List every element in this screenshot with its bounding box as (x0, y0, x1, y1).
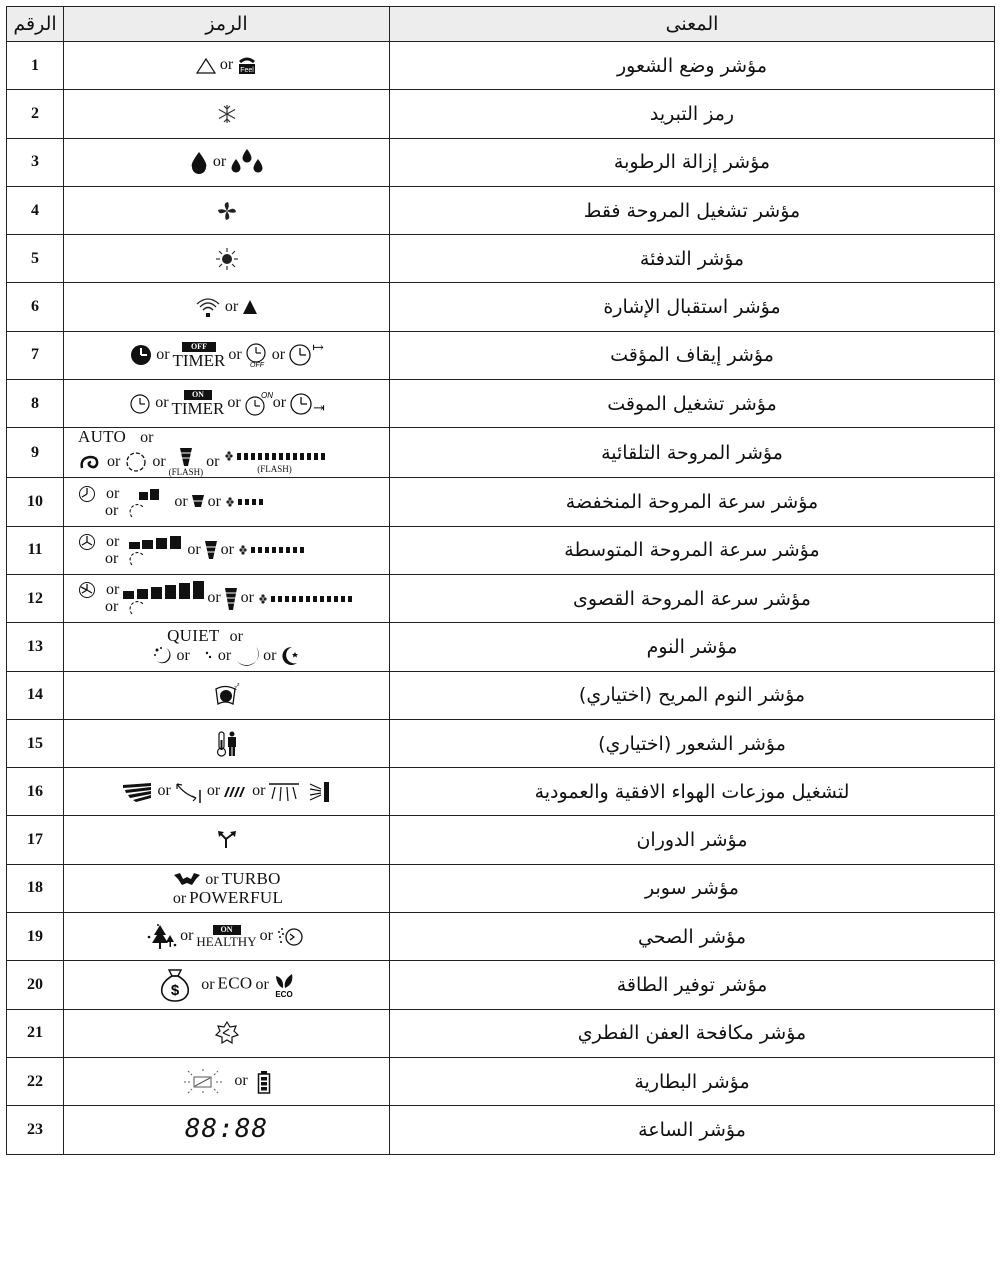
row-symbol (64, 623, 390, 671)
table-row (7, 90, 995, 138)
row-symbol (64, 42, 390, 90)
table-row (7, 961, 995, 1009)
row-num: 14 (7, 671, 64, 719)
or-text: or (217, 646, 232, 664)
row-meaning: مؤشر استقبال الإشارة (390, 283, 995, 331)
on-badge: ON (184, 390, 212, 400)
row-num: 7 (7, 331, 64, 379)
feel-icon (236, 56, 258, 76)
row-num: 9 (7, 428, 64, 478)
clock-digits-icon: 88:88 (184, 1114, 269, 1145)
fan-dots-low-icon (224, 496, 266, 508)
row-symbol (64, 235, 390, 283)
svg-text:z: z (233, 686, 237, 693)
row-meaning: رمز التبريد (390, 90, 995, 138)
row-symbol (64, 913, 390, 961)
row-meaning: مؤشر الدوران (390, 816, 995, 864)
or-text: or (240, 589, 254, 607)
or-text: or (207, 492, 221, 510)
table-row (7, 478, 995, 526)
fan-dots-high-icon (257, 593, 357, 605)
row-symbol (64, 671, 390, 719)
or-text: or (157, 782, 171, 800)
or-text: or (106, 581, 120, 599)
dashed-arc-icon (129, 503, 147, 519)
moon-icon (234, 645, 260, 667)
arrow-glyph: ↦ (312, 340, 324, 356)
snowflake-icon (216, 103, 238, 125)
row-meaning: مؤشر سرعة المروحة المنخفضة (390, 478, 995, 526)
clock-arrow-icon (288, 343, 312, 367)
row-meaning: مؤشر إيقاف المؤقت (390, 331, 995, 379)
table-row (7, 186, 995, 234)
table-row (7, 913, 995, 961)
row-num: 17 (7, 816, 64, 864)
or-text: or (174, 492, 188, 510)
or-text: or (107, 452, 121, 470)
row-meaning: مؤشر الصحي (390, 913, 995, 961)
eco-leaf-icon (272, 972, 296, 998)
anti-mildew-icon (214, 1020, 240, 1046)
bars-mid-icon (128, 535, 184, 549)
row-meaning: مؤشر إزالة الرطوبة (390, 138, 995, 186)
or-text: or (259, 927, 273, 945)
row-symbol (64, 864, 390, 912)
or-text: or (263, 646, 277, 664)
or-text: or (255, 975, 269, 993)
or-text: or (219, 56, 234, 74)
or-text: or (106, 532, 120, 550)
filled-triangle-icon (241, 298, 259, 316)
row-meaning: مؤشر النوم المريح (اختياري) (390, 671, 995, 719)
flash-label: (FLASH) (168, 467, 204, 478)
row-num: 6 (7, 283, 64, 331)
row-num: 5 (7, 235, 64, 283)
row-num: 4 (7, 186, 64, 234)
moon-face-icon (193, 645, 215, 667)
row-meaning: مؤشر البطارية (390, 1057, 995, 1105)
row-meaning: لتشغيل موزعات الهواء الافقية والعمودية (390, 768, 995, 816)
fan-dots-flash (223, 449, 327, 474)
healthy-label (196, 925, 256, 948)
row-meaning: مؤشر تشغيل الموقت (390, 380, 995, 428)
row-num: 12 (7, 574, 64, 622)
table-row (7, 768, 995, 816)
healthy-text: HEALTHY (196, 934, 257, 950)
row-symbol (64, 1106, 390, 1154)
row-num: 19 (7, 913, 64, 961)
row-num: 21 (7, 1009, 64, 1057)
row-symbol (64, 526, 390, 574)
or-text: or (176, 646, 190, 664)
table-row (7, 235, 995, 283)
row-num: 16 (7, 768, 64, 816)
battery-icon (257, 1070, 271, 1094)
row-num: 23 (7, 1106, 64, 1154)
bars-high-icon (122, 581, 204, 599)
signal-icon (194, 295, 222, 319)
auto-line (78, 428, 389, 446)
louver-bars-icon (223, 785, 249, 799)
table-row (7, 1106, 995, 1154)
three-drops-icon (229, 148, 265, 176)
row-symbol (64, 768, 390, 816)
row-symbol (64, 574, 390, 622)
fan-low-icon (78, 485, 96, 503)
swirl-icon (78, 452, 104, 472)
timer-text: TIMER (171, 399, 225, 419)
row-symbol (64, 1009, 390, 1057)
table-row (7, 380, 995, 428)
fan-auto-line (78, 446, 389, 477)
row-symbol (64, 428, 390, 478)
thermometer-person-icon (216, 730, 238, 758)
or-text: or (206, 782, 221, 800)
muscle-icon (172, 871, 202, 889)
row-symbol (64, 816, 390, 864)
bars-low-icon (138, 488, 160, 500)
row-symbol (64, 138, 390, 186)
row-num: 2 (7, 90, 64, 138)
battery-empty-icon (182, 1068, 224, 1096)
table-row (7, 331, 995, 379)
off-timer-label (173, 342, 226, 369)
or-text: or (252, 782, 266, 800)
or-text: or (212, 152, 227, 170)
fan-high-group (78, 581, 204, 615)
health-face-icon (276, 925, 306, 949)
or-text: or (207, 589, 221, 607)
or-text: or (180, 927, 194, 945)
money-bag-icon (157, 967, 193, 1003)
on-suptext: ON (260, 390, 273, 400)
table-row (7, 42, 995, 90)
row-symbol (64, 186, 390, 234)
row-symbol (64, 331, 390, 379)
table-row (7, 428, 995, 478)
header-meaning: المعنى (390, 7, 995, 42)
louver-fan-icon (268, 781, 300, 803)
symbol-table-document (6, 6, 994, 1155)
drop-icon (188, 150, 210, 174)
off-subtext: OFF (249, 362, 264, 370)
table-row (7, 283, 995, 331)
symbol-table (6, 6, 995, 1155)
row-meaning: مؤشر وضع الشعور (390, 42, 995, 90)
quiet-line (24, 627, 389, 645)
row-num: 20 (7, 961, 64, 1009)
or-text: or (205, 870, 219, 888)
row-meaning: مؤشر سرعة المروحة المتوسطة (390, 526, 995, 574)
or-text: or (156, 346, 170, 364)
auto-text: AUTO (78, 427, 127, 447)
clock-filled-icon (129, 343, 153, 367)
table-row (7, 1009, 995, 1057)
fan-high-icon (78, 581, 96, 599)
or-text: or (105, 550, 119, 568)
or-text: or (229, 627, 243, 645)
bar-mid-icon (204, 539, 218, 561)
moon-star-icon (279, 645, 301, 667)
powerful-line (64, 889, 389, 907)
row-meaning: مؤشر الساعة (390, 1106, 995, 1154)
louver-side-icon (308, 779, 332, 805)
fan-dots-mid-icon (237, 544, 309, 556)
or-text: or (105, 598, 119, 616)
table-row (7, 864, 995, 912)
fan-icon (216, 200, 238, 222)
row-num: 10 (7, 478, 64, 526)
fan-mid-icon (78, 533, 96, 551)
sun-icon (215, 247, 239, 271)
or-text: or (172, 890, 187, 908)
row-meaning: مؤشر النوم (390, 623, 995, 671)
table-row (7, 671, 995, 719)
on-badge: ON (213, 925, 241, 935)
arrow-curve-icon (174, 780, 204, 804)
row-meaning: مؤشر سوبر (390, 864, 995, 912)
louver-swing-icon (121, 782, 155, 802)
timer-text: TIMER (172, 350, 226, 370)
dashed-arc-icon (129, 600, 147, 616)
row-num: 11 (7, 526, 64, 574)
fan-bar-icon (179, 446, 193, 468)
row-meaning: مؤشر سرعة المروحة القصوى (390, 574, 995, 622)
eco-text: ECO (217, 973, 253, 993)
rotation-icon (215, 828, 239, 852)
table-row (7, 1057, 995, 1105)
table-row (7, 138, 995, 186)
or-text: or (152, 452, 166, 470)
dashed-arc-icon (129, 551, 147, 567)
on-timer-label (172, 390, 225, 417)
row-symbol (64, 961, 390, 1009)
or-text: or (206, 452, 220, 470)
row-num: 8 (7, 380, 64, 428)
row-num: 15 (7, 719, 64, 767)
or-text: or (234, 1072, 248, 1090)
row-meaning: مؤشر المروحة التلقائية (390, 428, 995, 478)
table-row (7, 623, 995, 671)
or-text: or (105, 501, 119, 519)
clock-arrow-bar-icon (289, 392, 313, 416)
or-text: or (271, 346, 286, 364)
or-text: or (187, 541, 201, 558)
off-badge: OFF (182, 342, 216, 352)
table-row (7, 816, 995, 864)
fan-mid-group (78, 533, 184, 567)
turbo-text: TURBO (221, 868, 281, 888)
row-num: 1 (7, 42, 64, 90)
clock-on-icon (244, 390, 273, 417)
moon-line (64, 645, 389, 667)
table-row (7, 526, 995, 574)
or-text: or (201, 975, 215, 993)
or-text: or (220, 541, 234, 558)
row-meaning: مؤشر مكافحة العفن الفطري (390, 1009, 995, 1057)
flash-label: (FLASH) (257, 464, 292, 475)
row-num: 22 (7, 1057, 64, 1105)
or-text: or (228, 346, 242, 364)
clock-off-icon (245, 342, 269, 368)
fan-bar-flash (169, 446, 204, 477)
row-symbol (64, 719, 390, 767)
clock-icon (128, 392, 152, 416)
header-symbol: الرمز (64, 7, 390, 42)
powerful-text: POWERFUL (189, 888, 284, 908)
row-symbol (64, 380, 390, 428)
header-num: الرقم (7, 7, 64, 42)
dashed-circle-icon (123, 451, 149, 473)
bar-high-icon (224, 586, 238, 612)
quiet-text: QUIET (167, 625, 220, 645)
table-row (7, 719, 995, 767)
svg-text:z: z (236, 682, 239, 689)
trees-icon (147, 923, 177, 951)
row-num: 13 (7, 623, 64, 671)
eco-small-text: ECO (275, 989, 293, 999)
or-text: or (140, 429, 154, 447)
svg-text:$: $ (171, 981, 180, 999)
table-header (7, 7, 995, 42)
or-text: or (106, 484, 120, 502)
row-meaning: مؤشر التدفئة (390, 235, 995, 283)
row-num: 18 (7, 864, 64, 912)
or-text: or (272, 394, 287, 412)
bar-low-icon (191, 493, 205, 511)
fan-low-group (78, 485, 160, 519)
triangle-outline-icon (195, 57, 217, 75)
svg-text:Feel: Feel (240, 66, 254, 74)
or-text: or (155, 394, 169, 412)
fan-dots-icon (223, 451, 327, 465)
table-row (7, 574, 995, 622)
or-text: or (227, 394, 241, 412)
row-symbol (64, 1057, 390, 1105)
row-meaning: مؤشر الشعور (اختياري) (390, 719, 995, 767)
row-symbol (64, 283, 390, 331)
sleep-comfort-icon (213, 682, 241, 708)
turbo-line (64, 870, 389, 889)
row-meaning: مؤشر تشغيل المروحة فقط (390, 186, 995, 234)
or-text: or (224, 297, 239, 315)
moon-stars-icon (152, 645, 174, 667)
row-symbol (64, 90, 390, 138)
row-meaning: مؤشر توفير الطاقة (390, 961, 995, 1009)
arrow-glyph: ⇥ (313, 401, 325, 417)
row-symbol (64, 478, 390, 526)
row-num: 3 (7, 138, 64, 186)
